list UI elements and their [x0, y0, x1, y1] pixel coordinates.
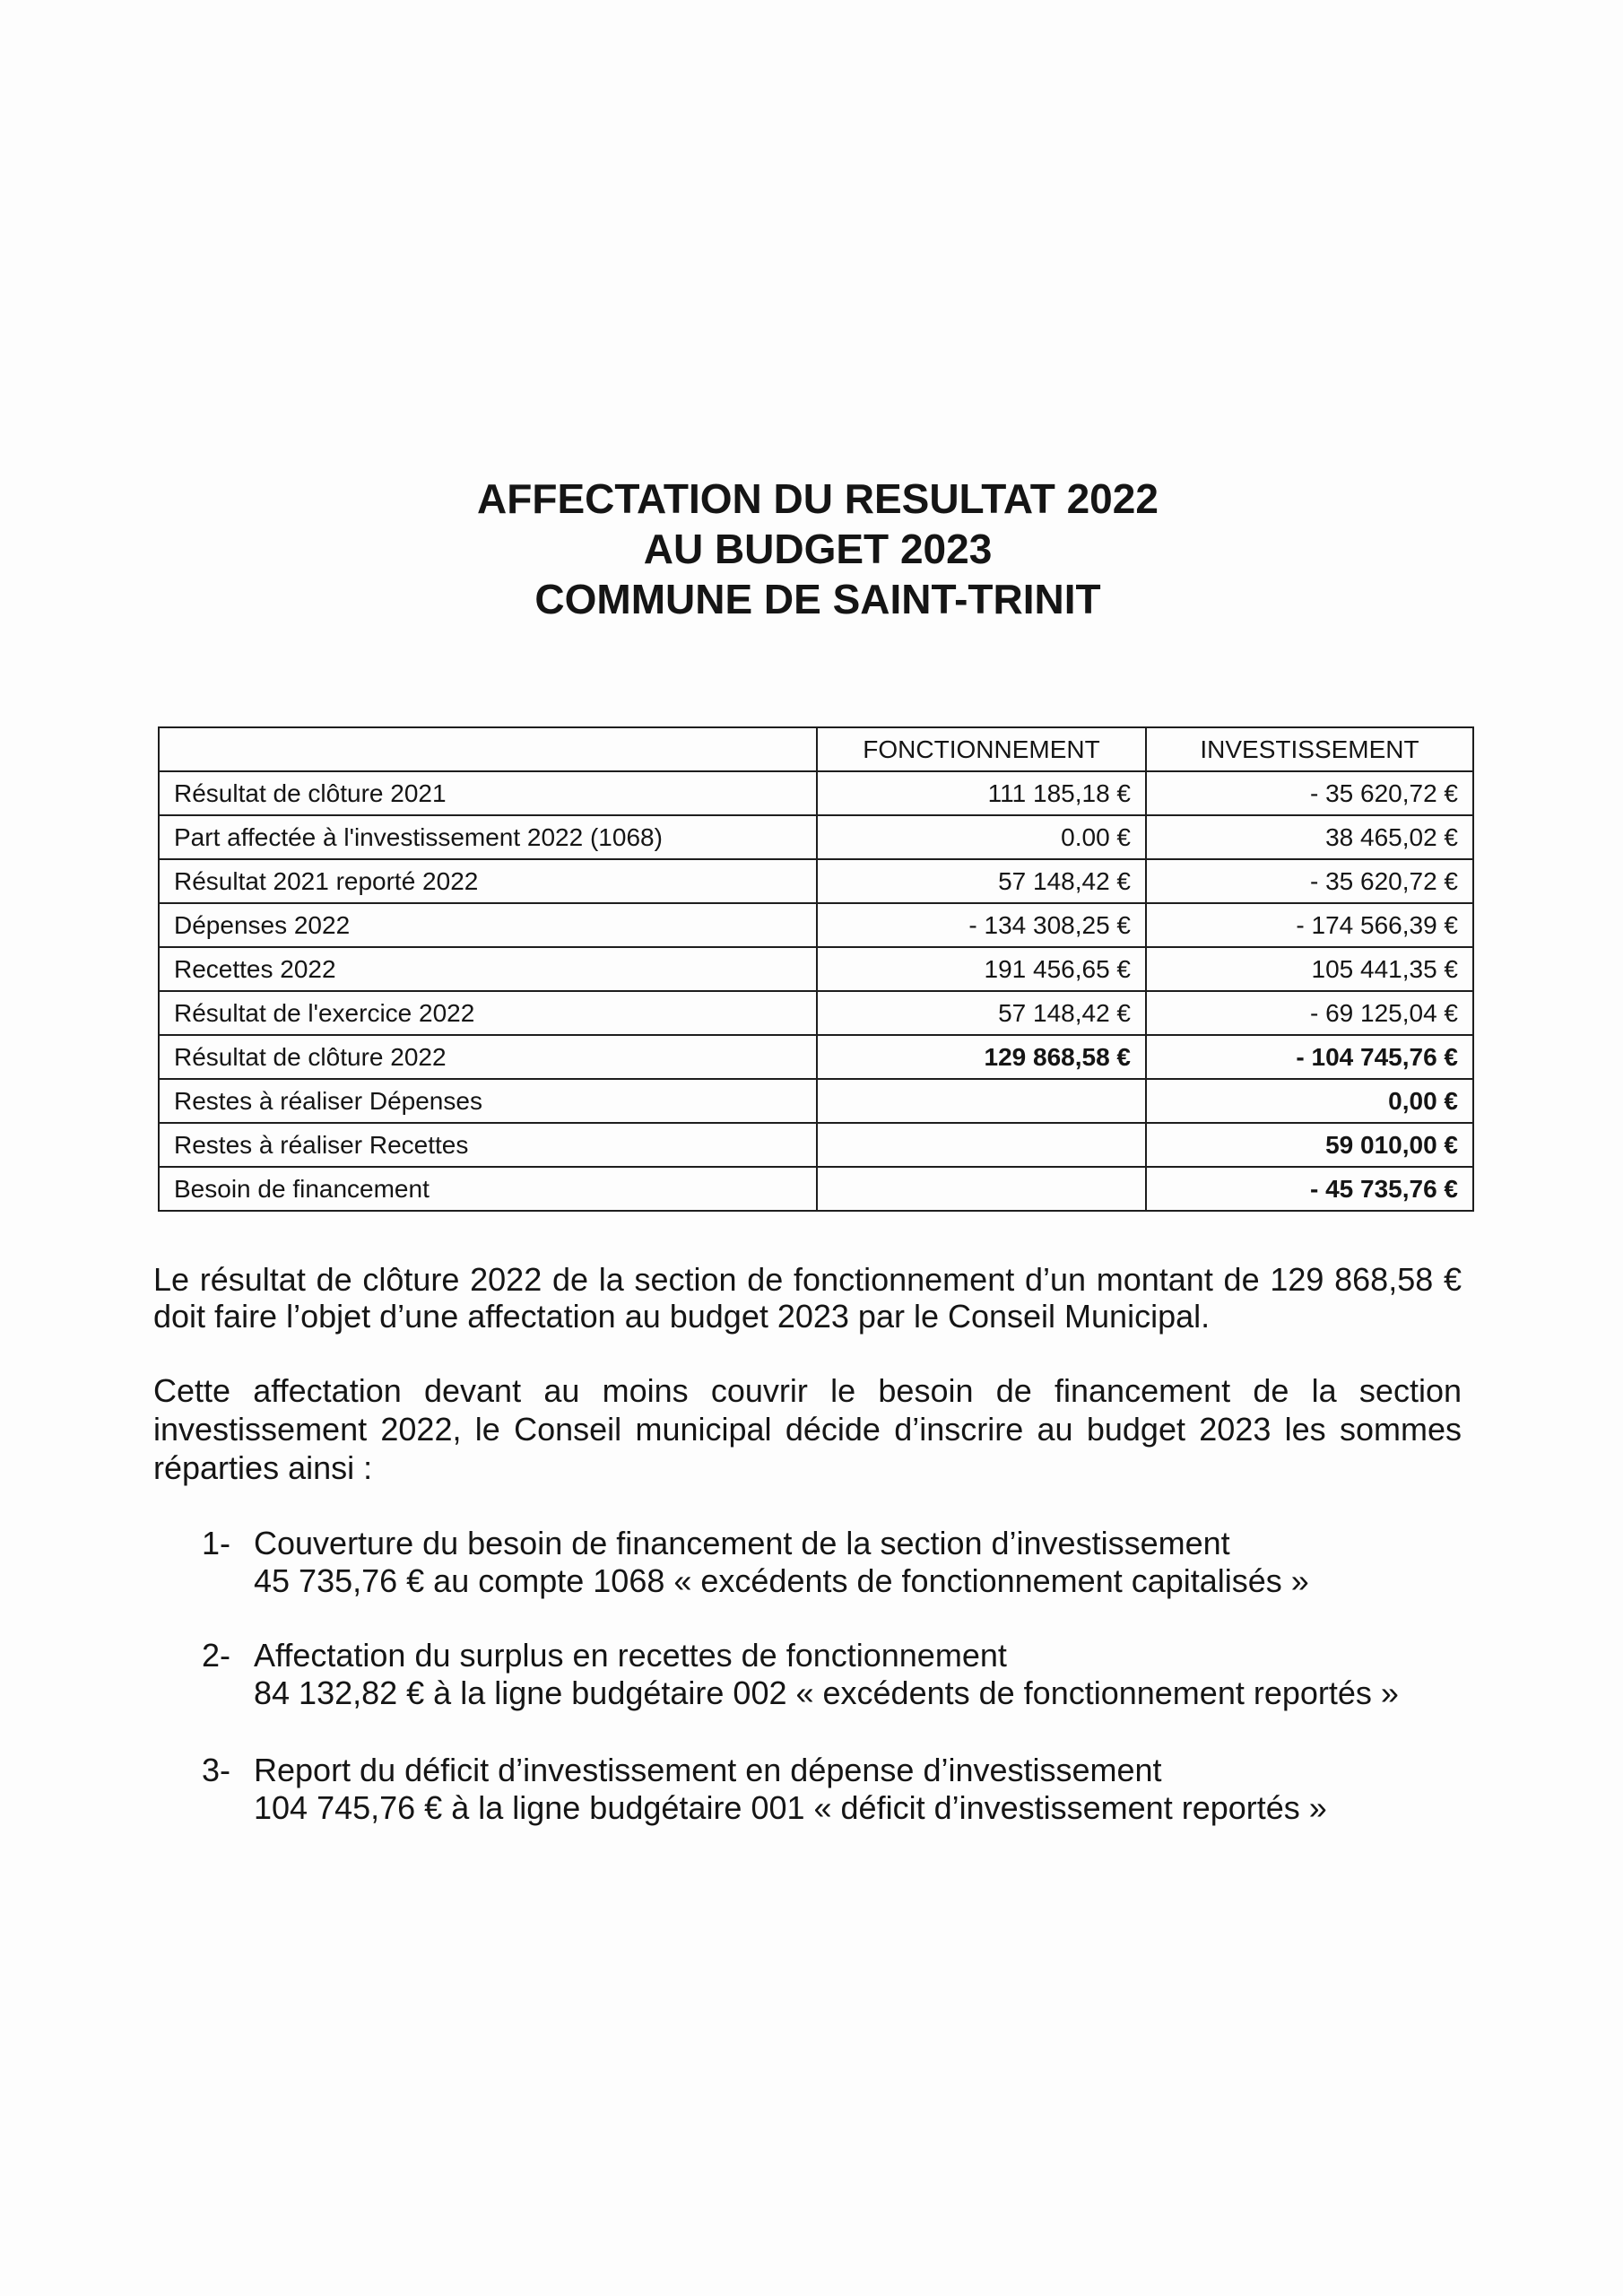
row-label: Recettes 2022	[159, 947, 817, 991]
investissement-value: - 35 620,72 €	[1146, 771, 1473, 815]
paragraph-allocation-decision	[153, 1371, 1462, 1487]
fonctionnement-value: 57 148,42 €	[817, 991, 1146, 1035]
investissement-value: 59 010,00 €	[1146, 1123, 1473, 1167]
investissement-value: 105 441,35 €	[1146, 947, 1473, 991]
allocation-list-item	[202, 1637, 1601, 1712]
investissement-value: 38 465,02 €	[1146, 815, 1473, 859]
allocation-list-item	[202, 1752, 1601, 1827]
paragraph-line: réparties ainsi :	[153, 1449, 373, 1486]
table-row	[159, 1079, 1473, 1123]
paragraph-line: Le résultat de clôture 2022 de la section de fonctionnement d’un montant de 129 868,58 €	[153, 1261, 1462, 1298]
paragraph-closing-result	[153, 1261, 1462, 1335]
list-item-number: 3-	[202, 1752, 231, 1788]
header-empty-cell	[159, 727, 817, 771]
investissement-value: - 35 620,72 €	[1146, 859, 1473, 903]
fonctionnement-value: 111 185,18 €	[817, 771, 1146, 815]
investissement-value: - 174 566,39 €	[1146, 903, 1473, 947]
paragraph-line: investissement 2022, le Conseil municipal décide d’inscrire au budget 2023 les sommes	[153, 1411, 1462, 1448]
row-label: Résultat 2021 reporté 2022	[159, 859, 817, 903]
row-label: Dépenses 2022	[159, 903, 817, 947]
title-line-3: COMMUNE DE SAINT-TRINIT	[534, 576, 1101, 622]
fonctionnement-value: 57 148,42 €	[817, 859, 1146, 903]
list-item-detail: 104 745,76 € à la ligne budgétaire 001 « déficit d’investissement reportés »	[254, 1789, 1327, 1826]
table-row	[159, 947, 1473, 991]
investissement-value: 0,00 €	[1146, 1079, 1473, 1123]
document-title	[13, 474, 1623, 624]
header-investissement: INVESTISSEMENT	[1146, 727, 1473, 771]
paragraph-line: Cette affectation devant au moins couvrir le besoin de financement de la section	[153, 1372, 1462, 1409]
table-row	[159, 771, 1473, 815]
fonctionnement-empty-cell	[817, 1079, 1146, 1123]
table-row	[159, 1167, 1473, 1211]
fonctionnement-value: 191 456,65 €	[817, 947, 1146, 991]
row-label: Résultat de clôture 2021	[159, 771, 817, 815]
table-row	[159, 1035, 1473, 1079]
fonctionnement-value: 129 868,58 €	[817, 1035, 1146, 1079]
list-item-number: 1-	[202, 1525, 231, 1561]
fonctionnement-value: 0.00 €	[817, 815, 1146, 859]
row-label: Besoin de financement	[159, 1167, 817, 1211]
header-fonctionnement: FONCTIONNEMENT	[817, 727, 1146, 771]
fonctionnement-value: - 134 308,25 €	[817, 903, 1146, 947]
investissement-value: - 45 735,76 €	[1146, 1167, 1473, 1211]
table-row	[159, 815, 1473, 859]
table-row	[159, 991, 1473, 1035]
table-row	[159, 1123, 1473, 1167]
title-line-2: AU BUDGET 2023	[643, 526, 993, 572]
paragraph-line: doit faire l’objet d’une affectation au budget 2023 par le Conseil Municipal.	[153, 1298, 1211, 1335]
fonctionnement-empty-cell	[817, 1123, 1146, 1167]
table-row	[159, 903, 1473, 947]
budget-result-table	[158, 726, 1474, 1212]
row-label: Restes à réaliser Dépenses	[159, 1079, 817, 1123]
table-header-row	[159, 727, 1473, 771]
row-label: Part affectée à l'investissement 2022 (1068)	[159, 815, 817, 859]
allocation-list-item	[202, 1525, 1601, 1600]
list-item-title: Couverture du besoin de financement de la section d’investissement	[254, 1525, 1230, 1561]
list-item-detail: 45 735,76 € au compte 1068 « excédents de fonctionnement capitalisés »	[254, 1562, 1309, 1599]
row-label: Restes à réaliser Recettes	[159, 1123, 817, 1167]
row-label: Résultat de l'exercice 2022	[159, 991, 817, 1035]
investissement-value: - 104 745,76 €	[1146, 1035, 1473, 1079]
list-item-title: Report du déficit d’investissement en dépense d’investissement	[254, 1752, 1162, 1788]
list-item-detail: 84 132,82 € à la ligne budgétaire 002 « excédents de fonctionnement reportés »	[254, 1674, 1399, 1711]
row-label: Résultat de clôture 2022	[159, 1035, 817, 1079]
fonctionnement-empty-cell	[817, 1167, 1146, 1211]
list-item-title: Affectation du surplus en recettes de fonctionnement	[254, 1637, 1007, 1674]
investissement-value: - 69 125,04 €	[1146, 991, 1473, 1035]
title-line-1: AFFECTATION DU RESULTAT 2022	[477, 475, 1159, 522]
table-row	[159, 859, 1473, 903]
list-item-number: 2-	[202, 1637, 231, 1674]
